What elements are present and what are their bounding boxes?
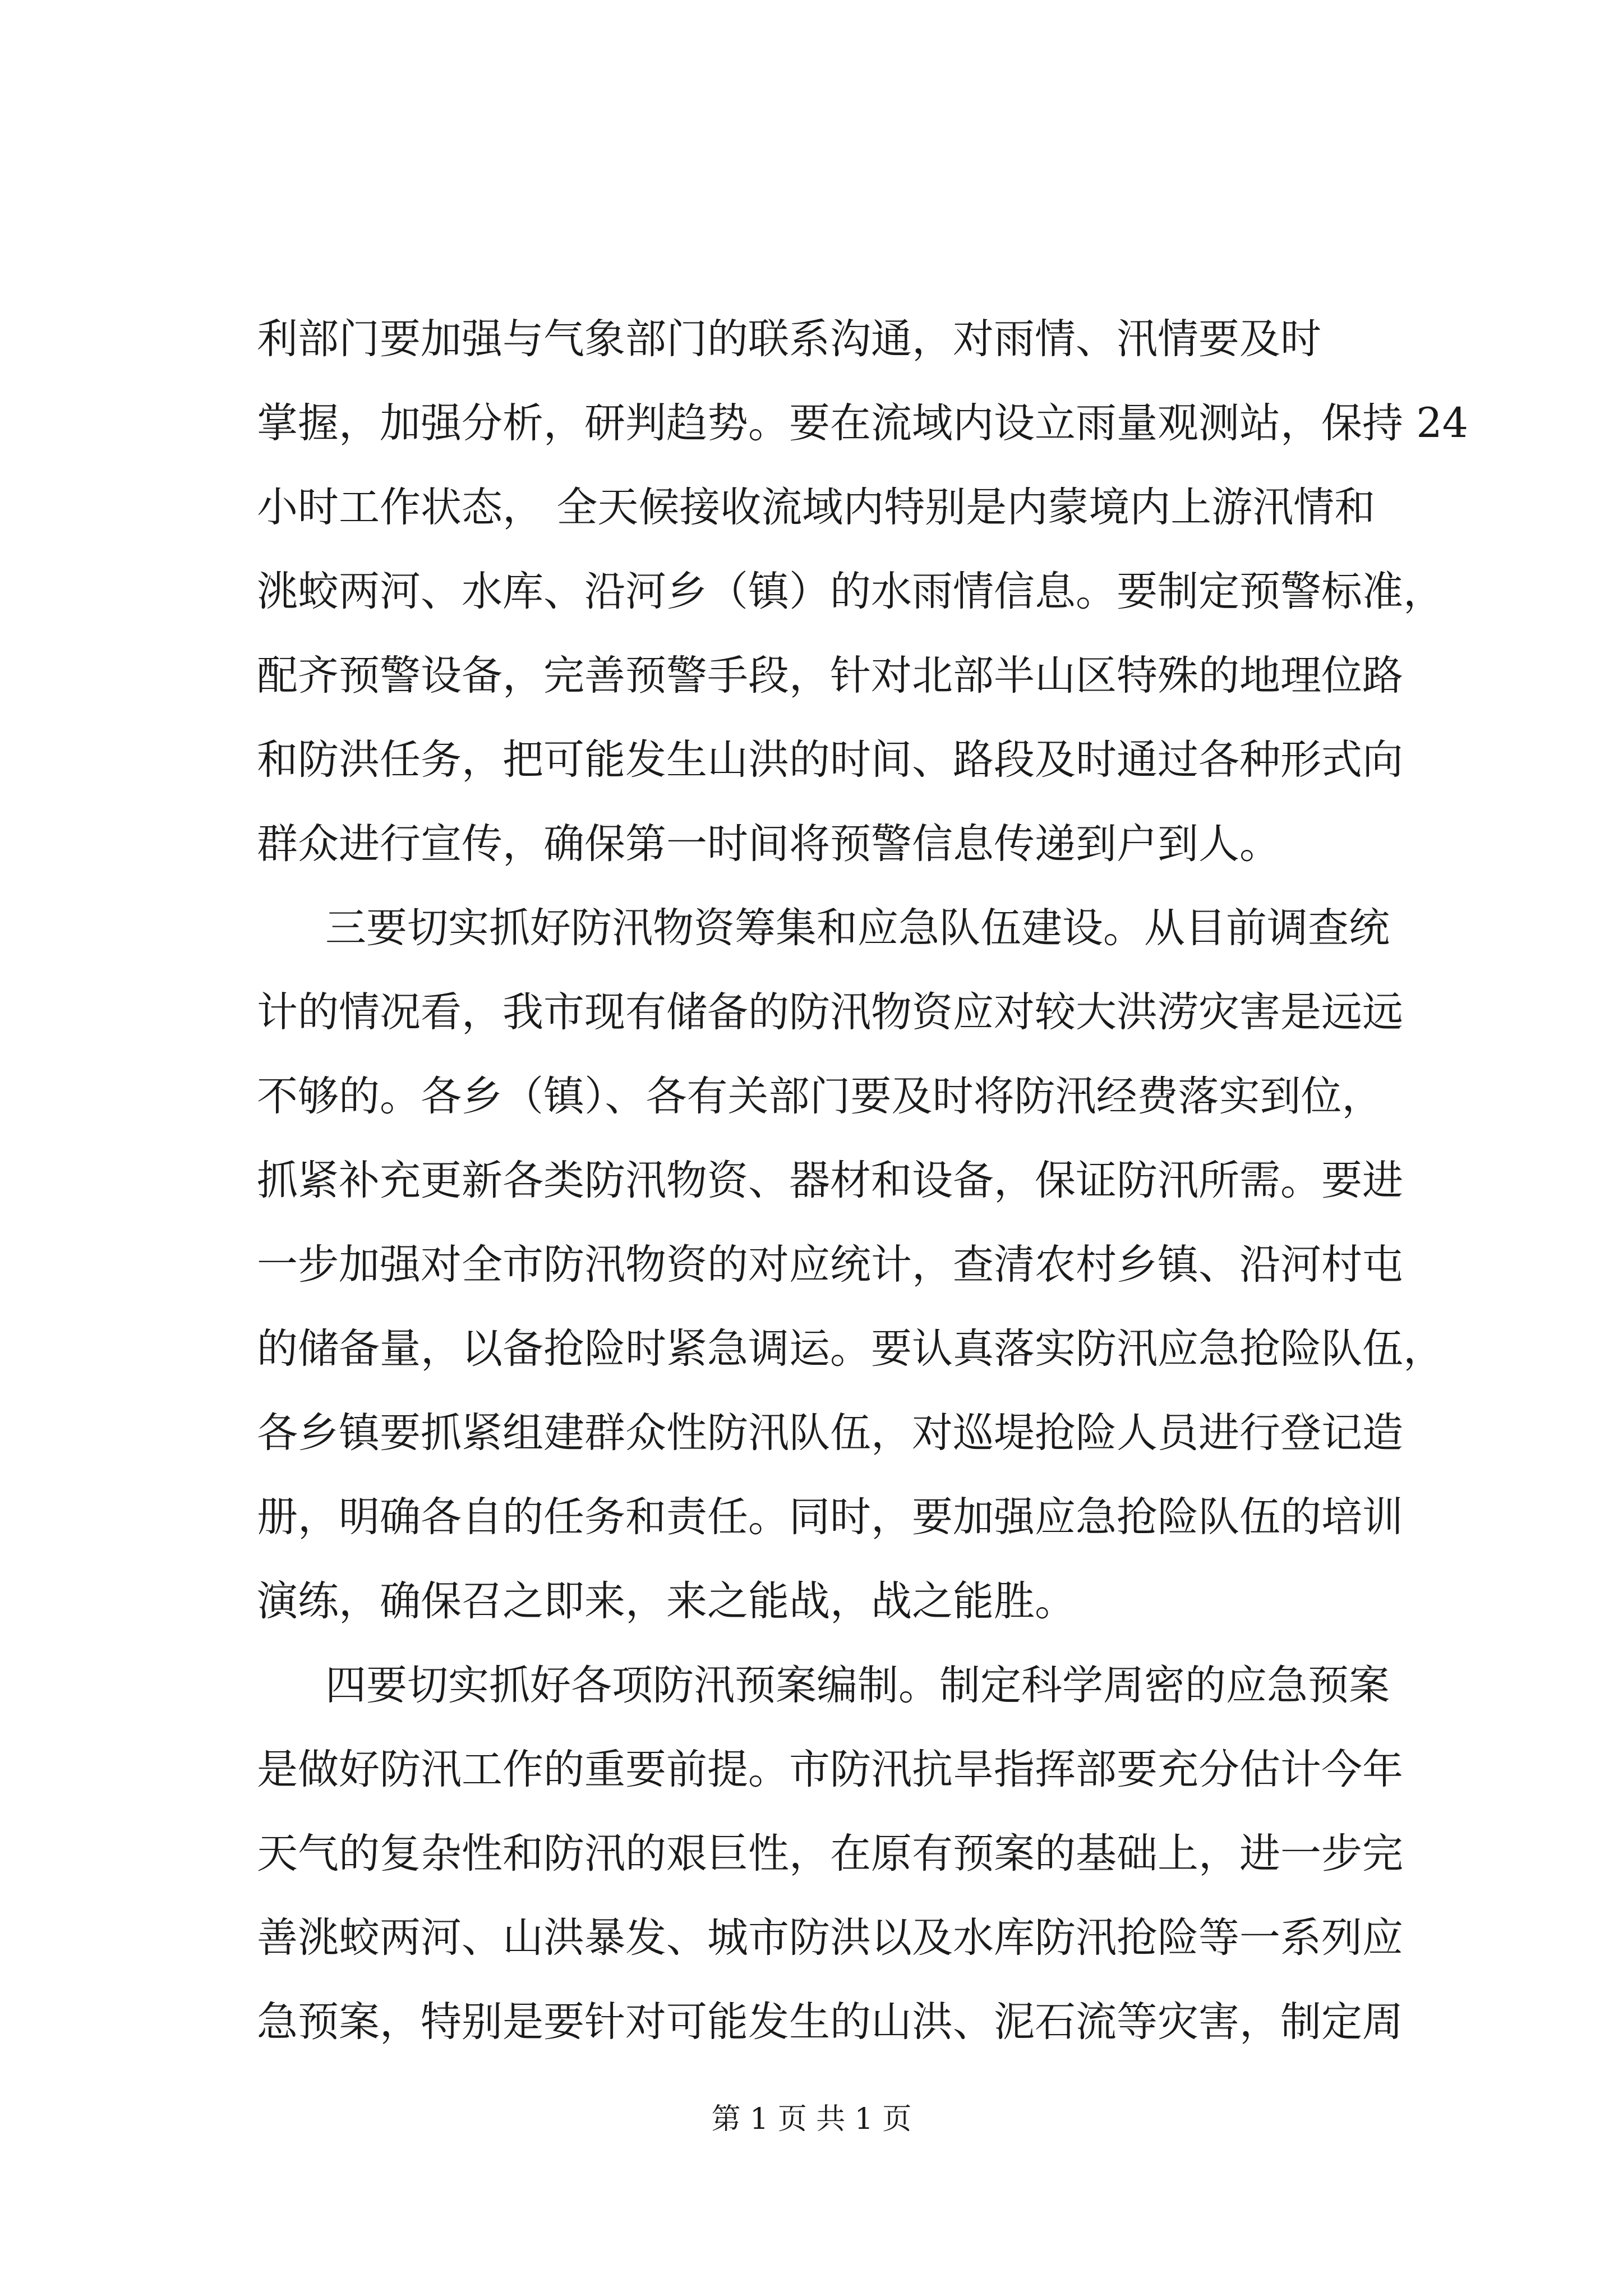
text-line: 不够的。各乡（镇）、各有关部门要及时将防汛经费落实到位， xyxy=(257,1073,1383,1120)
text-line: 利部门要加强与气象部门的联系沟通，对雨情、汛情要及时 xyxy=(257,315,1321,363)
text-line: 小时工作状态， 全天候接收流域内特别是内蒙境内上游汛情和 xyxy=(257,484,1376,531)
text-line: 群众进行宣传，确保第一时间将预警信息传递到户到人。 xyxy=(257,820,1280,868)
paragraph-start-line: 三要切实抓好防汛物资筹集和应急队伍建设。从目前调查统 xyxy=(325,904,1390,952)
text-line: 和防洪任务，把可能发生山洪的时间、路段及时通过各种形式向 xyxy=(257,736,1403,784)
text-line: 善洮蛟两河、山洪暴发、城市防洪以及水库防汛抢险等一系列应 xyxy=(257,1914,1403,1962)
text-line: 急预案，特别是要针对可能发生的山洪、泥石流等灾害，制定周 xyxy=(257,1998,1403,2046)
text-line: 的储备量，以备抢险时紧急调运。要认真落实防汛应急抢险队伍， xyxy=(257,1325,1444,1373)
text-line: 抓紧补充更新各类防汛物资、器材和设备，保证防汛所需。要进 xyxy=(257,1157,1403,1204)
text-line: 一步加强对全市防汛物资的对应统计，查清农村乡镇、沿河村屯 xyxy=(257,1241,1403,1289)
paragraph-start-line: 四要切实抓好各项防汛预案编制。制定科学周密的应急预案 xyxy=(325,1662,1390,1709)
text-line: 册，明确各自的任务和责任。同时，要加强应急抢险队伍的培训 xyxy=(257,1493,1403,1541)
text-line: 是做好防汛工作的重要前提。市防汛抗旱指挥部要充分估计今年 xyxy=(257,1746,1403,1793)
text-line: 演练，确保召之即来，来之能战，战之能胜。 xyxy=(257,1577,1076,1625)
text-line: 天气的复杂性和防汛的艰巨性，在原有预案的基础上，进一步完 xyxy=(257,1830,1403,1878)
page-footer: 第 1 页 共 1 页 xyxy=(711,2102,912,2136)
text-line: 配齐预警设备，完善预警手段，针对北部半山区特殊的地理位路 xyxy=(257,652,1403,700)
text-line: 掌握，加强分析，研判趋势。要在流域内设立雨量观测站，保持 24 xyxy=(257,399,1469,447)
text-line: 计的情况看，我市现有储备的防汛物资应对较大洪涝灾害是远远 xyxy=(257,988,1403,1036)
text-line: 各乡镇要抓紧组建群众性防汛队伍，对巡堤抢险人员进行登记造 xyxy=(257,1409,1403,1457)
text-line: 洮蛟两河、水库、沿河乡（镇）的水雨情信息。要制定预警标准， xyxy=(257,568,1444,615)
